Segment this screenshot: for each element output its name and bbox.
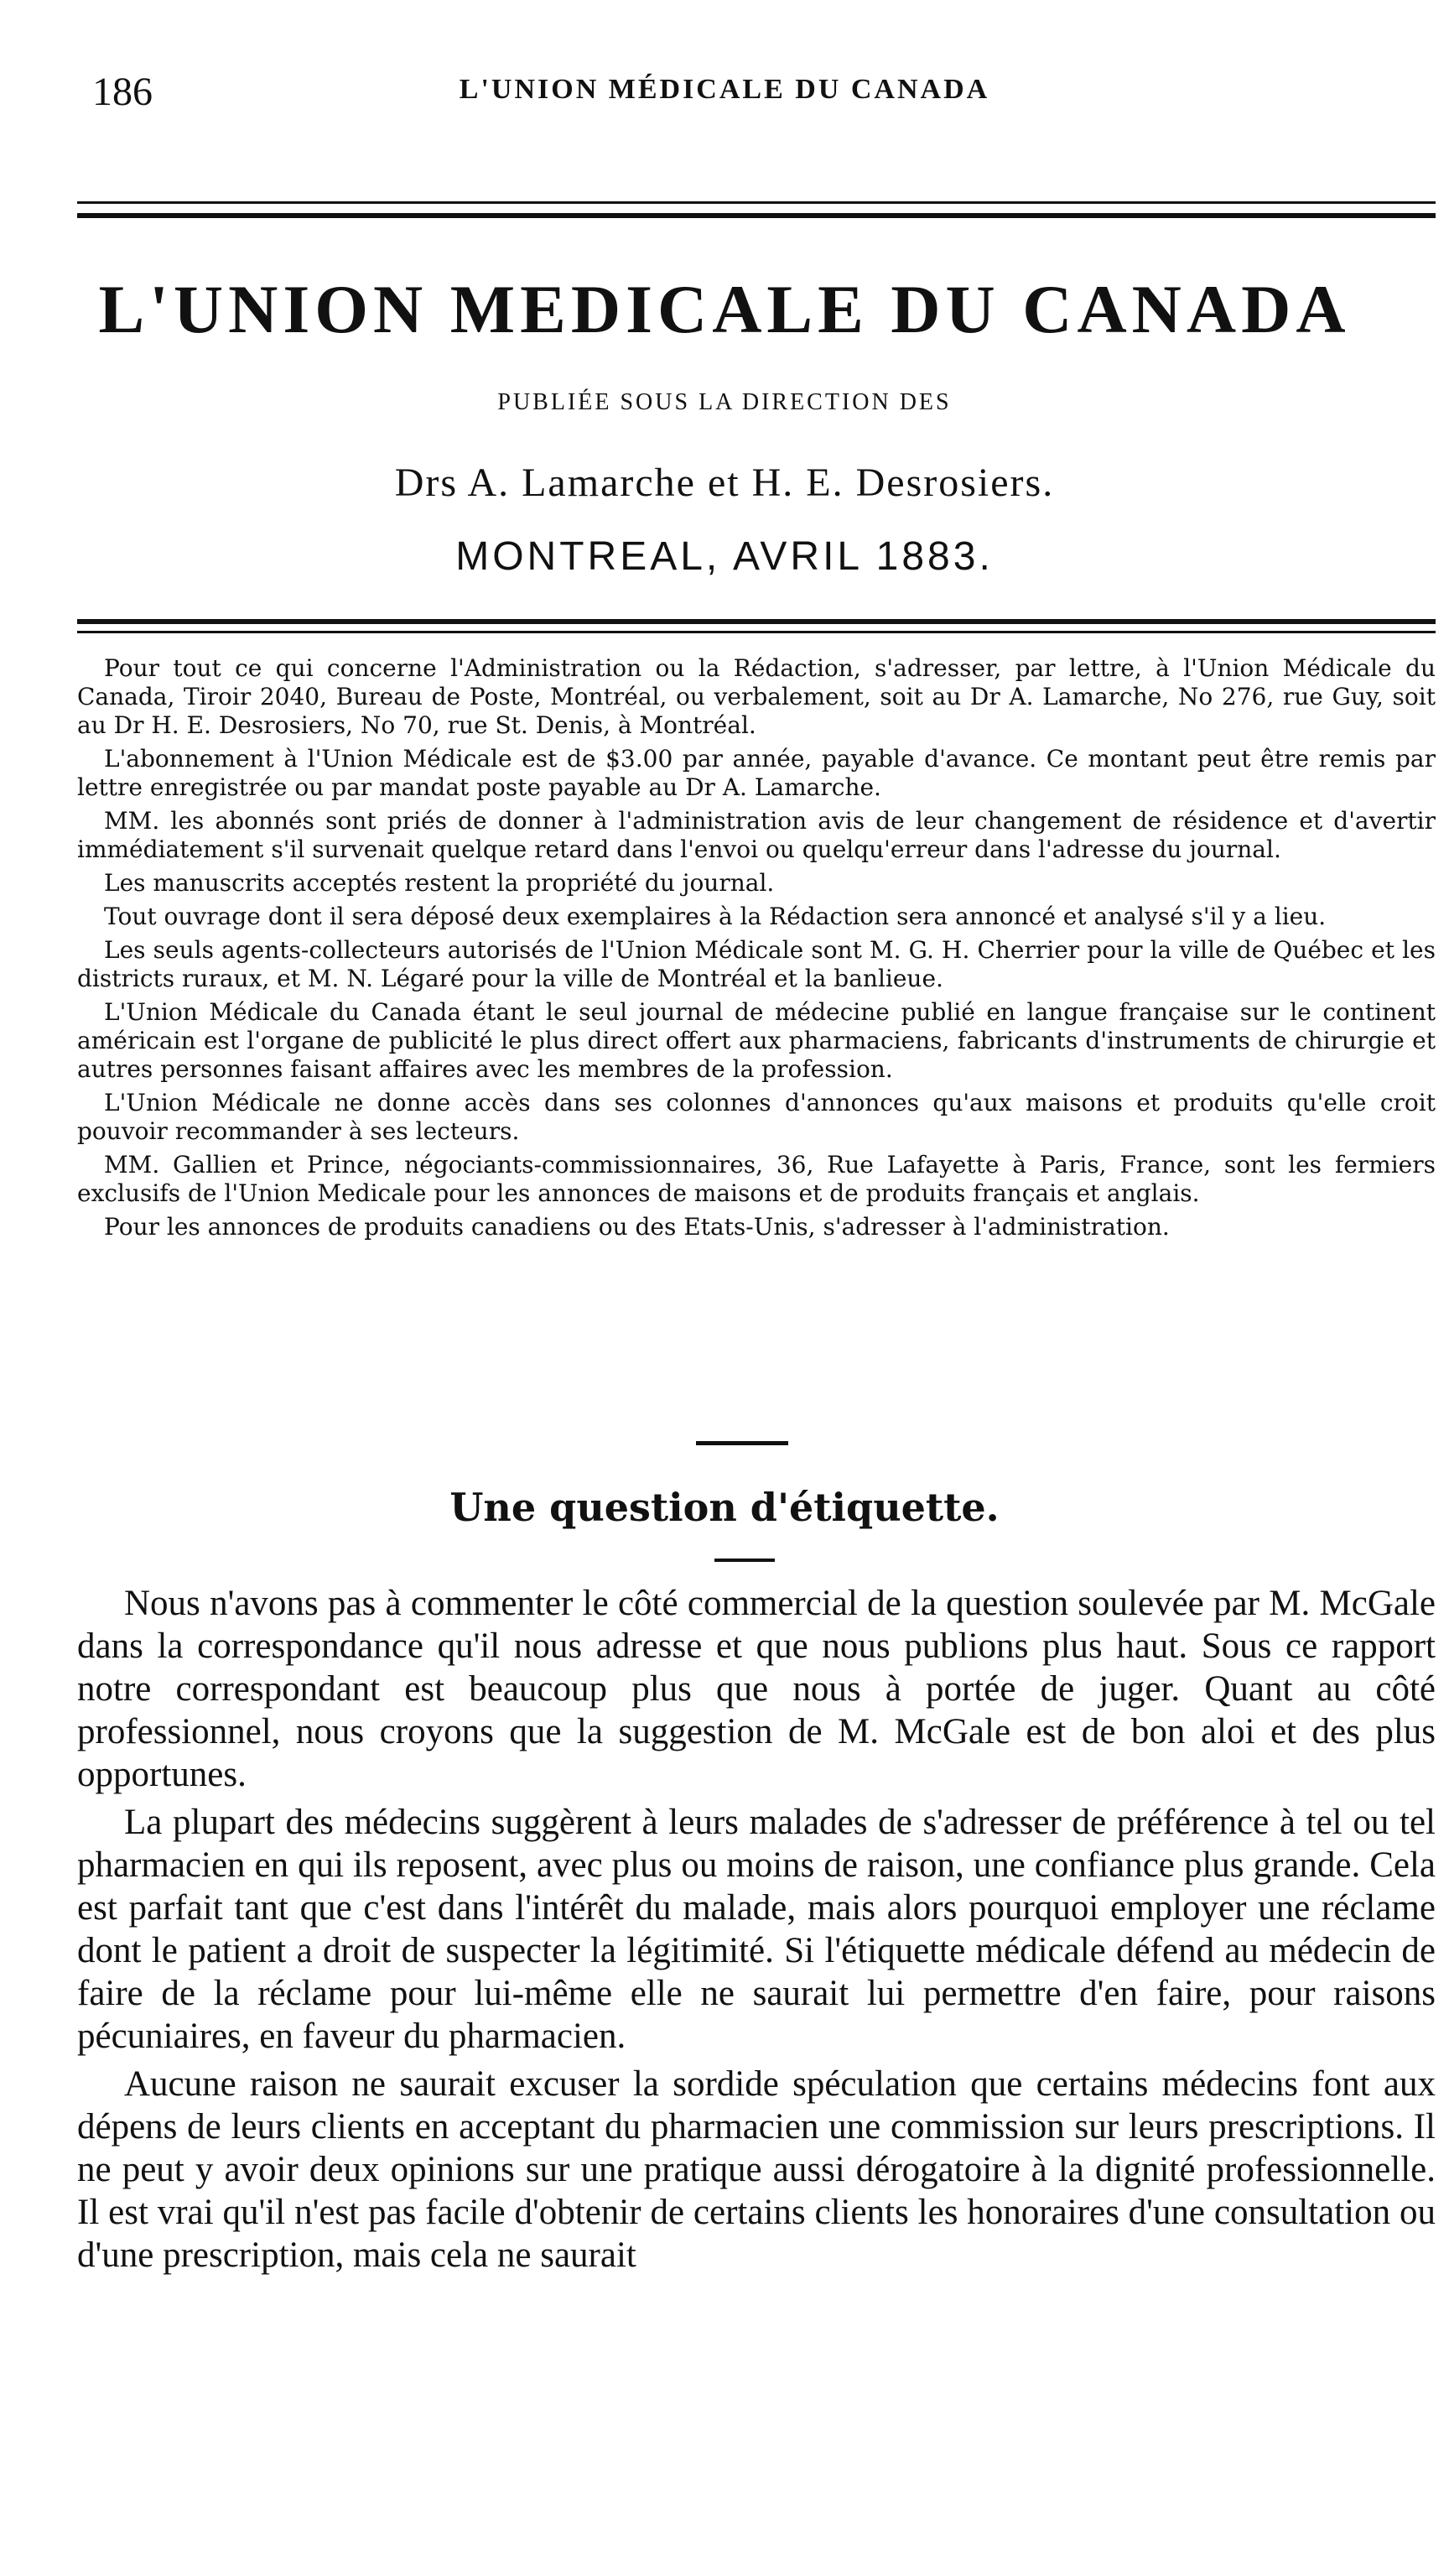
top-rule-thin: [77, 201, 1436, 204]
masthead-title: L'UNION MEDICALE DU CANADA: [98, 271, 1351, 347]
page-number: 186: [92, 70, 153, 114]
article-paragraph: Nous n'avons pas à commenter le côté commercial de la question soulevée par M. McGale dans la correspondance qu'il nous adresse et que nous publions plus haut. Sous ce rapport notre correspondant est beaucoup plus que nous à portée de juger. Quant au côté professionnel, nous croyons que la suggestion de M. McGale est de bon aloi et des plus opportunes.: [77, 1584, 1436, 1794]
masthead-rule-thin: [77, 631, 1436, 633]
masthead-rule-thick: [77, 619, 1436, 624]
notice-paragraph: L'abonnement à l'Union Médicale est de $3.00 par année, payable d'avance. Ce montant peut être remis par lettre enregistrée ou par mandat poste payable au Dr A. Lamarche.: [77, 745, 1436, 801]
notice-paragraph: MM. Gallien et Prince, négociants-commissionnaires, 36, Rue Lafayette à Paris, France, sont les fermiers exclusifs de l'Union Medicale pour les annonces de maisons et de produits français et anglais.: [77, 1151, 1436, 1207]
article-paragraph: La plupart des médecins suggèrent à leurs malades de s'adresser de préférence à tel ou tel pharmacien en qui ils reposent, avec plus ou moins de raison, une confiance plus grande. Cela est parfait tant que c'est dans l'intérêt du malade, mais alors pourquoi employer une réclame dont le patient a droit de suspecter la légitimité. Si l'étiquette médicale défend au médecin de faire de la réclame pour lui-même elle ne saurait lui permettre d'en faire, pour raisons pécuniaires, en faveur du pharmacien.: [77, 1803, 1436, 2056]
masthead-dateline: MONTREAL, AVRIL 1883.: [455, 534, 994, 579]
running-title: L'UNION MÉDICALE DU CANADA: [459, 74, 990, 105]
section-divider: [696, 1441, 788, 1445]
article-body: [77, 1582, 1436, 2282]
notices-block: [77, 654, 1436, 1246]
title-underline: [714, 1559, 775, 1562]
notice-paragraph: Les manuscrits acceptés restent la propriété du journal.: [104, 869, 775, 897]
notice-paragraph: Pour les annonces de produits canadiens ou des Etats-Unis, s'adresser à l'administration.: [104, 1213, 1170, 1241]
article-paragraph: Aucune raison ne saurait excuser la sordide spéculation que certains médecins font aux dépens de leurs clients en acceptant du pharmacien une commission sur leurs prescriptions. Il ne peut y avoir deux opinions sur une pratique aussi dérogatoire à la dignité professionnelle. Il est vrai qu'il n'est pas facile d'obtenir de certains clients les honoraires d'une consultation ou d'une prescription, mais cela ne saurait: [77, 2064, 1436, 2275]
notice-paragraph: Les seuls agents-collecteurs autorisés de l'Union Médicale sont M. G. H. Cherrier pour la ville de Québec et les districts ruraux, et M. N. Légaré pour la ville de Montréal et la banlieue.: [77, 936, 1436, 992]
notice-paragraph: Tout ouvrage dont il sera déposé deux exemplaires à la Rédaction sera annoncé et analysé s'il y a lieu.: [104, 903, 1327, 930]
masthead-directors: Drs A. Lamarche et H. E. Desrosiers.: [394, 461, 1055, 505]
masthead-subtitle: PUBLIÉE SOUS LA DIRECTION DES: [497, 389, 952, 415]
notice-paragraph: MM. les abonnés sont priés de donner à l'administration avis de leur changement de résidence et d'avertir immédiatement s'il survenait quelque retard dans l'envoi ou quelqu'erreur dans l'adresse du journal.: [77, 807, 1436, 863]
notice-paragraph: Pour tout ce qui concerne l'Administration ou la Rédaction, s'adresser, par lettre, à l'Union Médicale du Canada, Tiroir 2040, Bureau de Poste, Montréal, ou verbalement, soit au Dr A. Lamarche, No 276, rue Guy, soit au Dr H. E. Desrosiers, No 70, rue St. Denis, à Montréal.: [77, 654, 1436, 739]
running-head: [0, 69, 1449, 119]
notice-paragraph: L'Union Médicale ne donne accès dans ses colonnes d'annonces qu'aux maisons et produits qu'elle croit pouvoir recommander à ses lecteurs.: [77, 1089, 1436, 1145]
notice-paragraph: L'Union Médicale du Canada étant le seul journal de médecine publié en langue française sur le continent américain est l'organe de publicité le plus direct offert aux pharmaciens, fabricants d'instruments de chirurgie et autres personnes faisant affaires avec les membres de la profession.: [77, 998, 1436, 1083]
article-title: Une question d'étiquette.: [449, 1485, 1000, 1530]
top-rule-thick: [77, 213, 1436, 218]
